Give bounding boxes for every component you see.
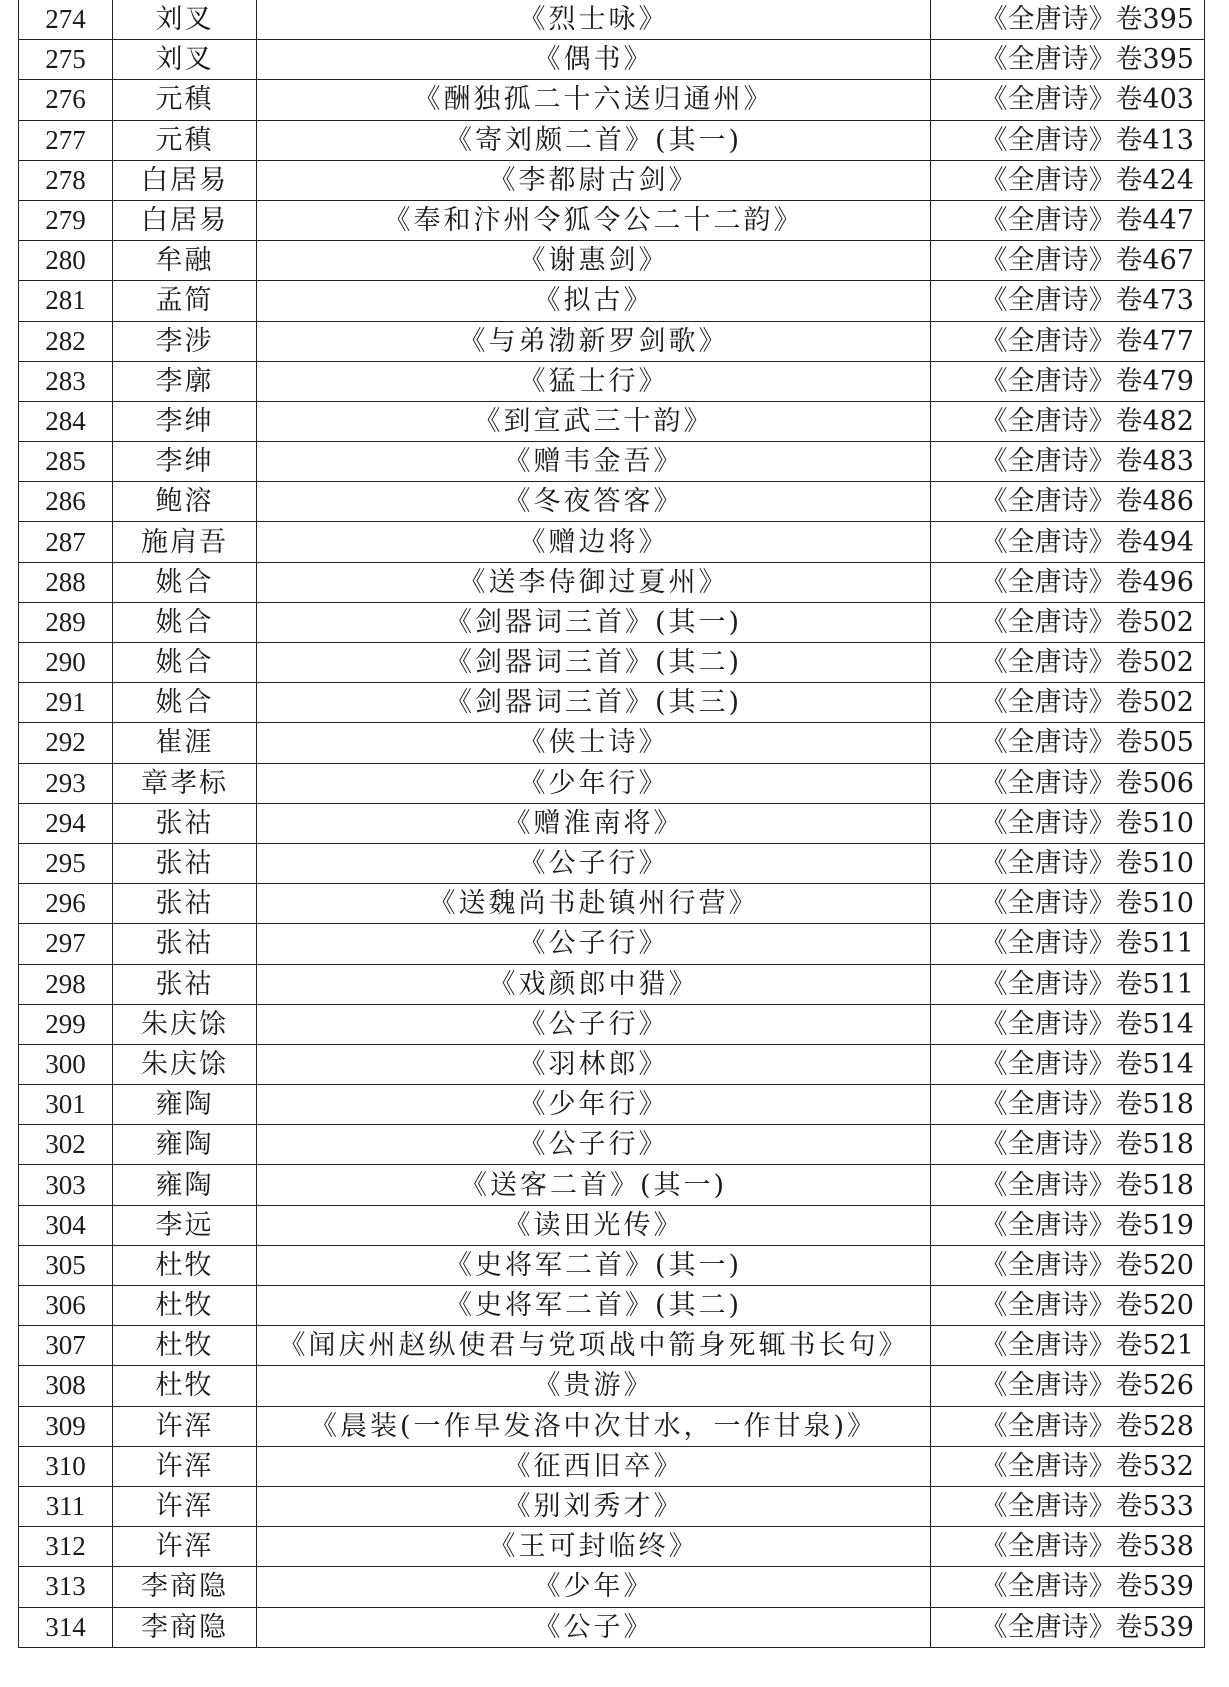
row-number-cell: 274: [19, 0, 113, 40]
author-cell: 孟简: [113, 281, 257, 321]
row-number-cell: 285: [19, 442, 113, 482]
poem-title-cell: 《与弟渤新罗剑歌》: [257, 321, 931, 361]
row-number-cell: 311: [19, 1486, 113, 1526]
source-cell: 《全唐诗》卷538: [931, 1527, 1205, 1567]
poem-title-cell: 《少年行》: [257, 763, 931, 803]
row-number-cell: 295: [19, 843, 113, 883]
table-row: [19, 80, 1205, 120]
row-number-cell: 306: [19, 1286, 113, 1326]
table-row: [19, 1205, 1205, 1245]
source-cell: 《全唐诗》卷486: [931, 482, 1205, 522]
author-cell: 白居易: [113, 160, 257, 200]
table-row: [19, 522, 1205, 562]
author-cell: 杜牧: [113, 1326, 257, 1366]
row-number-cell: 302: [19, 1125, 113, 1165]
row-number-cell: 293: [19, 763, 113, 803]
row-number-cell: 310: [19, 1446, 113, 1486]
table-row: [19, 1044, 1205, 1084]
poem-title-cell: 《剑器词三首》(其三): [257, 683, 931, 723]
table-row: [19, 602, 1205, 642]
table-row: [19, 1486, 1205, 1526]
row-number-cell: 278: [19, 160, 113, 200]
table-row: [19, 361, 1205, 401]
source-cell: 《全唐诗》卷506: [931, 763, 1205, 803]
source-cell: 《全唐诗》卷514: [931, 1004, 1205, 1044]
source-cell: 《全唐诗》卷502: [931, 683, 1205, 723]
table-row: [19, 683, 1205, 723]
row-number-cell: 300: [19, 1044, 113, 1084]
table-row: [19, 40, 1205, 80]
table-row: [19, 1527, 1205, 1567]
source-cell: 《全唐诗》卷528: [931, 1406, 1205, 1446]
poem-list-table: [18, 0, 1205, 1648]
table-row: [19, 1326, 1205, 1366]
source-cell: 《全唐诗》卷539: [931, 1567, 1205, 1607]
source-cell: 《全唐诗》卷533: [931, 1486, 1205, 1526]
row-number-cell: 289: [19, 602, 113, 642]
poem-title-cell: 《寄刘颇二首》(其一): [257, 120, 931, 160]
row-number-cell: 312: [19, 1527, 113, 1567]
poem-title-cell: 《赠边将》: [257, 522, 931, 562]
row-number-cell: 313: [19, 1567, 113, 1607]
author-cell: 许浑: [113, 1527, 257, 1567]
author-cell: 李绅: [113, 401, 257, 441]
poem-title-cell: 《侠士诗》: [257, 723, 931, 763]
table-row: [19, 1446, 1205, 1486]
author-cell: 牟融: [113, 241, 257, 281]
poem-title-cell: 《少年行》: [257, 1085, 931, 1125]
table-row: [19, 401, 1205, 441]
table-row: [19, 241, 1205, 281]
source-cell: 《全唐诗》卷510: [931, 843, 1205, 883]
source-cell: 《全唐诗》卷494: [931, 522, 1205, 562]
source-cell: 《全唐诗》卷510: [931, 884, 1205, 924]
author-cell: 姚合: [113, 683, 257, 723]
author-cell: 鲍溶: [113, 482, 257, 522]
table-row: [19, 643, 1205, 683]
source-cell: 《全唐诗》卷403: [931, 80, 1205, 120]
author-cell: 许浑: [113, 1486, 257, 1526]
author-cell: 李涉: [113, 321, 257, 361]
author-cell: 杜牧: [113, 1245, 257, 1285]
table-row: [19, 763, 1205, 803]
source-cell: 《全唐诗》卷477: [931, 321, 1205, 361]
author-cell: 雍陶: [113, 1125, 257, 1165]
table-row: [19, 964, 1205, 1004]
row-number-cell: 276: [19, 80, 113, 120]
poem-title-cell: 《王可封临终》: [257, 1527, 931, 1567]
row-number-cell: 294: [19, 803, 113, 843]
poem-title-cell: 《冬夜答客》: [257, 482, 931, 522]
table-row: [19, 321, 1205, 361]
poem-title-cell: 《征西旧卒》: [257, 1446, 931, 1486]
source-cell: 《全唐诗》卷532: [931, 1446, 1205, 1486]
author-cell: 许浑: [113, 1406, 257, 1446]
poem-title-cell: 《李都尉古剑》: [257, 160, 931, 200]
author-cell: 张祜: [113, 884, 257, 924]
author-cell: 张祜: [113, 803, 257, 843]
author-cell: 李远: [113, 1205, 257, 1245]
poem-title-cell: 《送李侍御过夏州》: [257, 562, 931, 602]
poem-title-cell: 《送客二首》(其一): [257, 1165, 931, 1205]
author-cell: 姚合: [113, 562, 257, 602]
table-row: [19, 281, 1205, 321]
author-cell: 施肩吾: [113, 522, 257, 562]
author-cell: 李廓: [113, 361, 257, 401]
poem-title-cell: 《到宣武三十韵》: [257, 401, 931, 441]
row-number-cell: 283: [19, 361, 113, 401]
source-cell: 《全唐诗》卷511: [931, 924, 1205, 964]
author-cell: 崔涯: [113, 723, 257, 763]
author-cell: 白居易: [113, 200, 257, 240]
author-cell: 元稹: [113, 120, 257, 160]
row-number-cell: 298: [19, 964, 113, 1004]
table-row: [19, 924, 1205, 964]
source-cell: 《全唐诗》卷520: [931, 1286, 1205, 1326]
table-row: [19, 1004, 1205, 1044]
source-cell: 《全唐诗》卷395: [931, 0, 1205, 40]
author-cell: 李商隐: [113, 1567, 257, 1607]
poem-title-cell: 《剑器词三首》(其一): [257, 602, 931, 642]
table-row: [19, 884, 1205, 924]
source-cell: 《全唐诗》卷526: [931, 1366, 1205, 1406]
poem-title-cell: 《公子行》: [257, 1125, 931, 1165]
row-number-cell: 296: [19, 884, 113, 924]
row-number-cell: 277: [19, 120, 113, 160]
poem-title-cell: 《奉和汴州令狐令公二十二韵》: [257, 200, 931, 240]
source-cell: 《全唐诗》卷539: [931, 1607, 1205, 1647]
row-number-cell: 308: [19, 1366, 113, 1406]
poem-title-cell: 《闻庆州赵纵使君与党项战中箭身死辄书长句》: [257, 1326, 931, 1366]
table-row: [19, 1165, 1205, 1205]
source-cell: 《全唐诗》卷496: [931, 562, 1205, 602]
poem-title-cell: 《读田光传》: [257, 1205, 931, 1245]
author-cell: 姚合: [113, 602, 257, 642]
source-cell: 《全唐诗》卷447: [931, 200, 1205, 240]
row-number-cell: 299: [19, 1004, 113, 1044]
author-cell: 许浑: [113, 1446, 257, 1486]
poem-title-cell: 《别刘秀才》: [257, 1486, 931, 1526]
poem-title-cell: 《公子行》: [257, 924, 931, 964]
source-cell: 《全唐诗》卷520: [931, 1245, 1205, 1285]
poem-table-body: [19, 0, 1205, 1647]
row-number-cell: 288: [19, 562, 113, 602]
table-row: [19, 1366, 1205, 1406]
author-cell: 杜牧: [113, 1286, 257, 1326]
table-row: [19, 200, 1205, 240]
source-cell: 《全唐诗》卷510: [931, 803, 1205, 843]
author-cell: 元稹: [113, 80, 257, 120]
table-row: [19, 1245, 1205, 1285]
author-cell: 朱庆馀: [113, 1004, 257, 1044]
poem-title-cell: 《贵游》: [257, 1366, 931, 1406]
table-row: [19, 1085, 1205, 1125]
row-number-cell: 291: [19, 683, 113, 723]
row-number-cell: 281: [19, 281, 113, 321]
row-number-cell: 279: [19, 200, 113, 240]
poem-title-cell: 《晨装(一作早发洛中次甘水，一作甘泉)》: [257, 1406, 931, 1446]
row-number-cell: 290: [19, 643, 113, 683]
author-cell: 张祜: [113, 843, 257, 883]
author-cell: 张祜: [113, 964, 257, 1004]
author-cell: 朱庆馀: [113, 1044, 257, 1084]
row-number-cell: 303: [19, 1165, 113, 1205]
poem-title-cell: 《拟古》: [257, 281, 931, 321]
poem-title-cell: 《史将军二首》(其二): [257, 1286, 931, 1326]
row-number-cell: 304: [19, 1205, 113, 1245]
table-row: [19, 120, 1205, 160]
row-number-cell: 282: [19, 321, 113, 361]
poem-title-cell: 《公子》: [257, 1607, 931, 1647]
poem-title-cell: 《公子行》: [257, 1004, 931, 1044]
table-row: [19, 160, 1205, 200]
poem-title-cell: 《少年》: [257, 1567, 931, 1607]
table-row: [19, 803, 1205, 843]
author-cell: 刘叉: [113, 0, 257, 40]
source-cell: 《全唐诗》卷395: [931, 40, 1205, 80]
row-number-cell: 286: [19, 482, 113, 522]
author-cell: 李绅: [113, 442, 257, 482]
table-row: [19, 1286, 1205, 1326]
poem-title-cell: 《偶书》: [257, 40, 931, 80]
poem-title-cell: 《赠淮南将》: [257, 803, 931, 843]
source-cell: 《全唐诗》卷518: [931, 1165, 1205, 1205]
table-row: [19, 442, 1205, 482]
poem-title-cell: 《羽林郎》: [257, 1044, 931, 1084]
row-number-cell: 301: [19, 1085, 113, 1125]
table-row: [19, 1607, 1205, 1647]
author-cell: 雍陶: [113, 1085, 257, 1125]
author-cell: 章孝标: [113, 763, 257, 803]
table-row: [19, 0, 1205, 40]
source-cell: 《全唐诗》卷521: [931, 1326, 1205, 1366]
poem-title-cell: 《剑器词三首》(其二): [257, 643, 931, 683]
author-cell: 杜牧: [113, 1366, 257, 1406]
table-row: [19, 843, 1205, 883]
source-cell: 《全唐诗》卷413: [931, 120, 1205, 160]
poem-title-cell: 《赠韦金吾》: [257, 442, 931, 482]
poem-title-cell: 《公子行》: [257, 843, 931, 883]
row-number-cell: 287: [19, 522, 113, 562]
source-cell: 《全唐诗》卷519: [931, 1205, 1205, 1245]
source-cell: 《全唐诗》卷518: [931, 1125, 1205, 1165]
poem-title-cell: 《谢惠剑》: [257, 241, 931, 281]
author-cell: 张祜: [113, 924, 257, 964]
table-row: [19, 723, 1205, 763]
source-cell: 《全唐诗》卷467: [931, 241, 1205, 281]
table-row: [19, 1406, 1205, 1446]
poem-title-cell: 《烈士咏》: [257, 0, 931, 40]
table-row: [19, 1125, 1205, 1165]
poem-title-cell: 《戏颜郎中猎》: [257, 964, 931, 1004]
source-cell: 《全唐诗》卷424: [931, 160, 1205, 200]
source-cell: 《全唐诗》卷511: [931, 964, 1205, 1004]
author-cell: 姚合: [113, 643, 257, 683]
author-cell: 刘叉: [113, 40, 257, 80]
poem-title-cell: 《史将军二首》(其一): [257, 1245, 931, 1285]
poem-title-cell: 《酬独孤二十六送归通州》: [257, 80, 931, 120]
row-number-cell: 305: [19, 1245, 113, 1285]
poem-title-cell: 《猛士行》: [257, 361, 931, 401]
author-cell: 雍陶: [113, 1165, 257, 1205]
row-number-cell: 307: [19, 1326, 113, 1366]
poem-title-cell: 《送魏尚书赴镇州行营》: [257, 884, 931, 924]
table-row: [19, 562, 1205, 602]
row-number-cell: 309: [19, 1406, 113, 1446]
row-number-cell: 314: [19, 1607, 113, 1647]
source-cell: 《全唐诗》卷514: [931, 1044, 1205, 1084]
source-cell: 《全唐诗》卷502: [931, 643, 1205, 683]
source-cell: 《全唐诗》卷479: [931, 361, 1205, 401]
table-row: [19, 482, 1205, 522]
source-cell: 《全唐诗》卷473: [931, 281, 1205, 321]
author-cell: 李商隐: [113, 1607, 257, 1647]
row-number-cell: 297: [19, 924, 113, 964]
row-number-cell: 275: [19, 40, 113, 80]
source-cell: 《全唐诗》卷502: [931, 602, 1205, 642]
source-cell: 《全唐诗》卷482: [931, 401, 1205, 441]
row-number-cell: 284: [19, 401, 113, 441]
row-number-cell: 292: [19, 723, 113, 763]
source-cell: 《全唐诗》卷518: [931, 1085, 1205, 1125]
source-cell: 《全唐诗》卷483: [931, 442, 1205, 482]
source-cell: 《全唐诗》卷505: [931, 723, 1205, 763]
table-row: [19, 1567, 1205, 1607]
row-number-cell: 280: [19, 241, 113, 281]
